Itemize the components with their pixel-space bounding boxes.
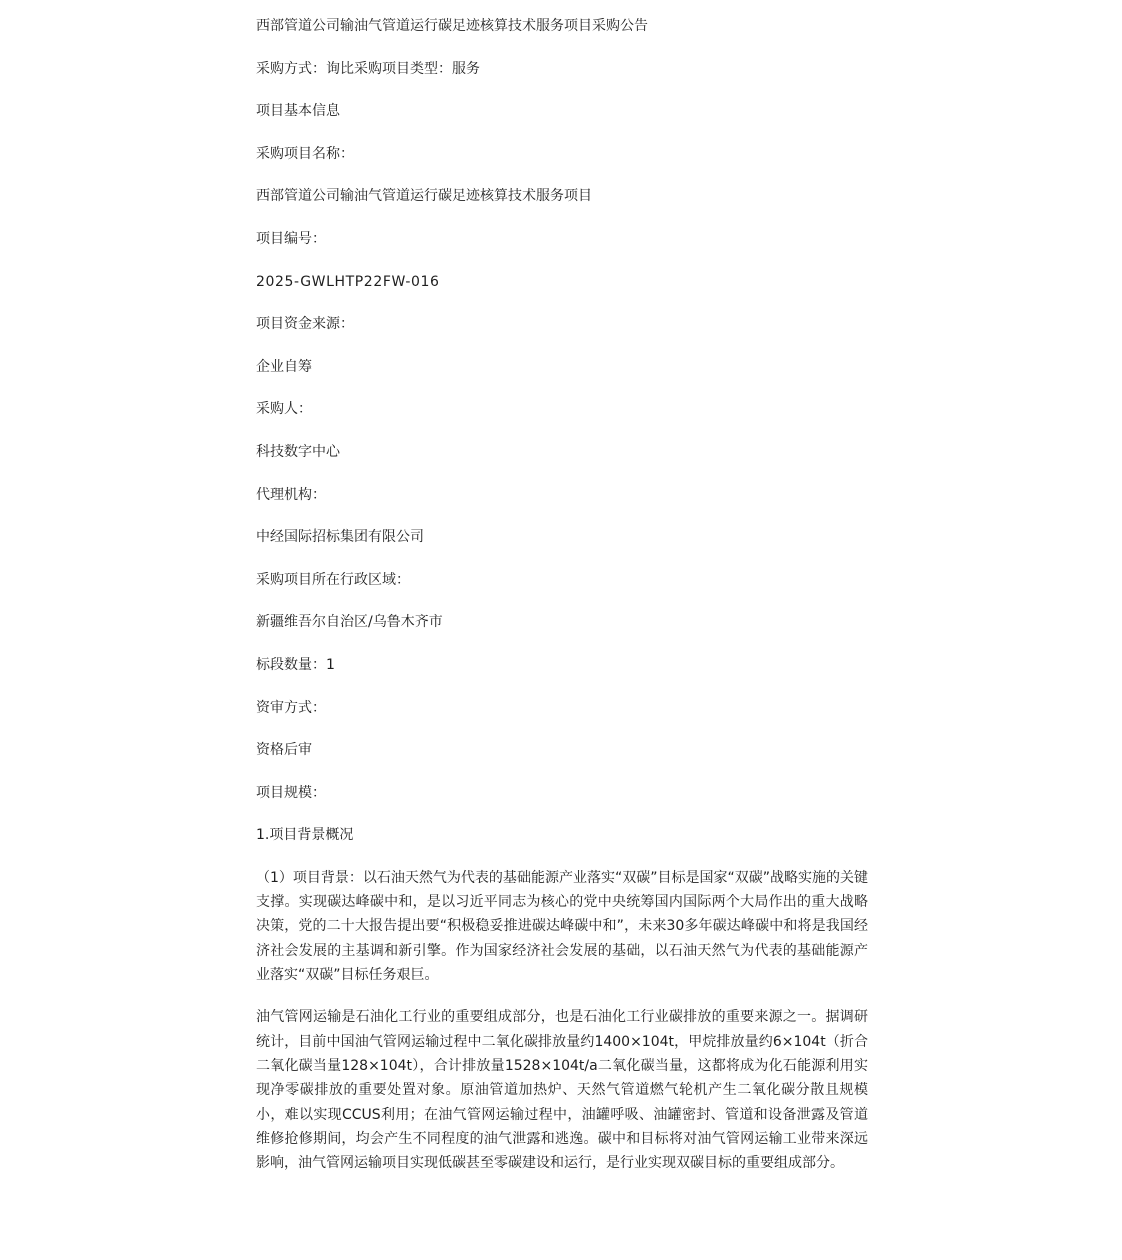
purchaser-label: 采购人：	[256, 401, 312, 418]
qualification-method-value: 资格后审	[256, 742, 312, 759]
document-title: 西部管道公司输油气管道运行碳足迹核算技术服务项目采购公告	[256, 18, 648, 34]
project-name-label: 采购项目名称：	[256, 145, 354, 162]
background-paragraph-1: （1）项目背景：以石油天然气为代表的基础能源产业落实“双碳”目标是国家“双碳”战略实施的关键支撑。实现碳达峰碳中和，是以习近平同志为核心的党中央统筹国内国际两个大局作出的重大战略决策，党的二十大报告提出要“积极稳妥推进碳达峰碳中和”，未来30多年碳达峰碳中和将是我国经济社会发展的主基调和新引擎。作为国家经济社会发展的基础，以石油天然气为代表的基础能源产业落实“双碳”目标任务艰巨。	[256, 869, 868, 984]
funding-source-label: 项目资金来源：	[256, 316, 354, 333]
funding-source-value: 企业自筹	[256, 358, 312, 375]
region-value: 新疆维吾尔自治区/乌鲁木齐市	[256, 614, 443, 631]
project-name-value: 西部管道公司输油气管道运行碳足迹核算技术服务项目	[256, 188, 592, 205]
agency-label: 代理机构：	[256, 486, 326, 503]
announcement-document	[256, 14, 868, 1193]
project-scale-label: 项目规模：	[256, 784, 326, 801]
purchaser-value: 科技数字中心	[256, 443, 340, 460]
qualification-method-label: 资审方式：	[256, 699, 326, 716]
region-label: 采购项目所在行政区域：	[256, 571, 410, 588]
project-number-value: 2025-GWLHTP22FW-016	[256, 273, 440, 290]
lot-count: 标段数量：1	[256, 656, 335, 673]
agency-value: 中经国际招标集团有限公司	[256, 529, 424, 546]
project-number-label: 项目编号：	[256, 230, 326, 247]
section-basic-info-heading: 项目基本信息	[256, 103, 340, 120]
procurement-method: 采购方式：询比采购项目类型：服务	[256, 60, 480, 77]
background-paragraph-2: 油气管网运输是石油化工行业的重要组成部分，也是石油化工行业碳排放的重要来源之一。据调研统计，目前中国油气管网运输过程中二氧化碳排放量约1400×104t，甲烷排放量约6×104t（折合二氧化碳当量128×104t），合计排放量1528×104t/a二氧化碳当量，这都将成为化石能源利用实现净零碳排放的重要处置对象。原油管道加热炉、天然气管道燃气轮机产生二氧化碳分散且规模小，难以实现CCUS利用；在油气管网运输过程中，油罐呼吸、油罐密封、管道和设备泄露及管道维修抢修期间，均会产生不同程度的油气泄露和逃逸。碳中和目标将对油气管网运输工业带来深远影响，油气管网运输项目实现低碳甚至零碳建设和运行，是行业实现双碳目标的重要组成部分。	[256, 1009, 868, 1172]
background-heading: 1.项目背景概况	[256, 827, 354, 844]
